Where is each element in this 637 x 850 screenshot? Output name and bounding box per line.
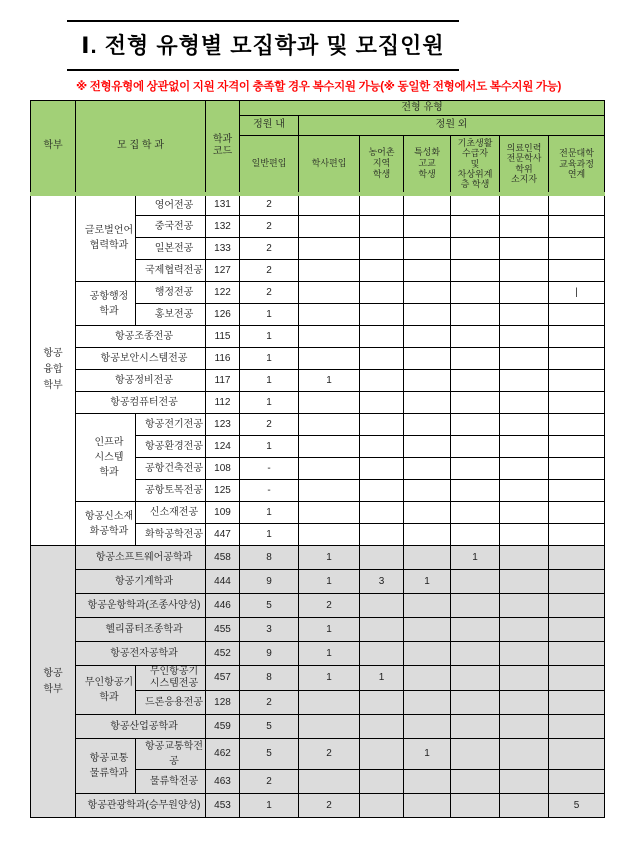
- quota-value-cell: 1: [299, 546, 360, 570]
- quota-value-cell: [404, 370, 451, 392]
- quota-value-cell: 5: [240, 715, 299, 739]
- quota-value-cell: [299, 238, 360, 260]
- table-row: [31, 392, 605, 414]
- quota-value-cell: [404, 546, 451, 570]
- multi-apply-notice: ※ 전형유형에 상관없이 지원 자격이 충족할 경우 복수지원 가능(※ 동일한 전형에서도 복수지원 가능): [75, 81, 562, 93]
- col-bachelor-transfer: 학사편입: [299, 136, 360, 194]
- quota-value-cell: [404, 326, 451, 348]
- quota-value-cell: [500, 794, 549, 818]
- quota-value-cell: [360, 618, 404, 642]
- quota-value-cell: 1: [240, 348, 299, 370]
- quota-value-cell: [549, 642, 605, 666]
- quota-value-cell: [360, 282, 404, 304]
- quota-value-cell: 1: [451, 546, 500, 570]
- quota-value-cell: [500, 260, 549, 282]
- dept-code-cell: 124: [206, 436, 240, 458]
- dept-code-cell: 112: [206, 392, 240, 414]
- quota-value-cell: 5: [549, 794, 605, 818]
- quota-value-cell: [299, 216, 360, 238]
- quota-value-cell: [500, 739, 549, 770]
- quota-value-cell: [549, 414, 605, 436]
- quota-value-cell: [360, 392, 404, 414]
- dept-code-cell: 462: [206, 739, 240, 770]
- department-group-cell: 공항행정 학과: [76, 282, 136, 326]
- major-cell: 일본전공: [136, 238, 206, 260]
- quota-value-cell: [549, 458, 605, 480]
- quota-value-cell: [549, 480, 605, 502]
- within-quota-header-cell: 정원 내: [240, 116, 299, 136]
- quota-value-cell: [360, 238, 404, 260]
- quota-value-cell: [404, 618, 451, 642]
- department-group-cell: 글로벌언어 협력학과: [76, 194, 136, 282]
- quota-value-cell: [404, 436, 451, 458]
- quota-value-cell: [549, 194, 605, 216]
- quota-value-cell: [451, 570, 500, 594]
- major-cell: 항공관광학과(승무원양성): [76, 794, 206, 818]
- dept-code-cell: 126: [206, 304, 240, 326]
- quota-value-cell: [451, 194, 500, 216]
- dept-code-cell: 458: [206, 546, 240, 570]
- quota-value-cell: [360, 326, 404, 348]
- quota-value-cell: [549, 594, 605, 618]
- major-cell: 중국전공: [136, 216, 206, 238]
- quota-value-cell: [500, 524, 549, 546]
- dept-code-cell: 109: [206, 502, 240, 524]
- quota-value-cell: [299, 480, 360, 502]
- table-row: [31, 502, 605, 524]
- quota-value-cell: [360, 194, 404, 216]
- quota-value-cell: [360, 304, 404, 326]
- quota-value-cell: [360, 739, 404, 770]
- quota-value-cell: [404, 216, 451, 238]
- quota-value-cell: [451, 238, 500, 260]
- quota-value-cell: [404, 282, 451, 304]
- admissions-table: [30, 100, 605, 818]
- quota-value-cell: 8: [240, 666, 299, 691]
- quota-value-cell: [404, 480, 451, 502]
- quota-value-cell: [549, 326, 605, 348]
- quota-value-cell: [404, 304, 451, 326]
- quota-value-cell: [500, 502, 549, 524]
- major-cell: 행정전공: [136, 282, 206, 304]
- dept-code-cell: 108: [206, 458, 240, 480]
- department-group-cell: 인프라 시스템 학과: [76, 414, 136, 502]
- quota-value-cell: [549, 304, 605, 326]
- major-cell: 항공컴퓨터전공: [76, 392, 206, 414]
- quota-value-cell: [500, 238, 549, 260]
- quota-value-cell: [549, 770, 605, 794]
- quota-value-cell: [549, 570, 605, 594]
- quota-value-cell: [299, 260, 360, 282]
- quota-value-cell: 2: [299, 594, 360, 618]
- quota-value-cell: [549, 618, 605, 642]
- quota-value-cell: [299, 282, 360, 304]
- quota-value-cell: 1: [404, 739, 451, 770]
- quota-value-cell: [549, 436, 605, 458]
- major-cell: 신소재전공: [136, 502, 206, 524]
- table-row: [31, 348, 605, 370]
- major-cell: 국제협력전공: [136, 260, 206, 282]
- quota-value-cell: [500, 414, 549, 436]
- quota-value-cell: [500, 216, 549, 238]
- table-header: [31, 101, 605, 194]
- quota-value-cell: [299, 436, 360, 458]
- department-header-cell: 모 집 학 과: [76, 101, 206, 194]
- major-cell: 헬리콥터조종학과: [76, 618, 206, 642]
- major-cell: 항공조종전공: [76, 326, 206, 348]
- major-cell: 항공산업공학과: [76, 715, 206, 739]
- quota-value-cell: [299, 414, 360, 436]
- department-group-cell: 항공교통 물류학과: [76, 739, 136, 794]
- quota-value-cell: 2: [299, 739, 360, 770]
- quota-value-cell: [404, 642, 451, 666]
- quota-value-cell: [549, 392, 605, 414]
- quota-value-cell: 1: [240, 370, 299, 392]
- quota-value-cell: [404, 666, 451, 691]
- quota-value-cell: 2: [240, 691, 299, 715]
- quota-value-cell: [404, 715, 451, 739]
- quota-value-cell: [299, 502, 360, 524]
- quota-value-cell: [451, 794, 500, 818]
- major-cell: 화학공학전공: [136, 524, 206, 546]
- quota-value-cell: 3: [240, 618, 299, 642]
- quota-value-cell: [451, 691, 500, 715]
- quota-value-cell: [451, 618, 500, 642]
- table-row: [31, 570, 605, 594]
- quota-value-cell: [360, 642, 404, 666]
- quota-value-cell: 5: [240, 739, 299, 770]
- quota-value-cell: [404, 594, 451, 618]
- dept-code-cell: 452: [206, 642, 240, 666]
- quota-value-cell: [500, 570, 549, 594]
- quota-value-cell: [500, 392, 549, 414]
- quota-value-cell: [549, 370, 605, 392]
- quota-value-cell: [299, 715, 360, 739]
- major-cell: 항공전자공학과: [76, 642, 206, 666]
- quota-value-cell: [549, 666, 605, 691]
- quota-value-cell: [500, 348, 549, 370]
- quota-value-cell: [299, 691, 360, 715]
- quota-value-cell: 1: [299, 618, 360, 642]
- table-row: [31, 546, 605, 570]
- major-cell: 항공정비전공: [76, 370, 206, 392]
- dept-code-cell: 444: [206, 570, 240, 594]
- col-medical-associate: 의료인력 전문학사 학위 소지자: [500, 136, 549, 194]
- quota-value-cell: [500, 480, 549, 502]
- quota-value-cell: [500, 282, 549, 304]
- admission-type-header-cell: 전형 유형: [240, 101, 605, 116]
- faculty-cell: 항공 융합 학부: [31, 194, 76, 546]
- table-row: [31, 618, 605, 642]
- quota-value-cell: [451, 666, 500, 691]
- quota-value-cell: [360, 216, 404, 238]
- faculty-header-cell: 학부: [31, 101, 76, 194]
- dept-code-cell: 446: [206, 594, 240, 618]
- table-row: [31, 715, 605, 739]
- department-group-cell: 무인항공기 학과: [76, 666, 136, 715]
- major-cell: 항공운항학과(조종사양성): [76, 594, 206, 618]
- quota-value-cell: [549, 238, 605, 260]
- quota-value-cell: [299, 458, 360, 480]
- col-basic-livelihood: 기초생활 수급자 및 차상위계 층 학생: [451, 136, 500, 194]
- quota-value-cell: 2: [299, 794, 360, 818]
- major-cell: 드론응용전공: [136, 691, 206, 715]
- quota-value-cell: [500, 546, 549, 570]
- major-cell: 영어전공: [136, 194, 206, 216]
- col-college-curriculum-link: 전문대학 교육과정 연계: [549, 136, 605, 194]
- quota-value-cell: [451, 216, 500, 238]
- quota-value-cell: 1: [240, 392, 299, 414]
- quota-value-cell: [451, 770, 500, 794]
- quota-value-cell: 1: [240, 524, 299, 546]
- table-row: [31, 642, 605, 666]
- quota-value-cell: [549, 502, 605, 524]
- quota-value-cell: [299, 326, 360, 348]
- quota-value-cell: 1: [299, 570, 360, 594]
- quota-value-cell: [360, 715, 404, 739]
- quota-value-cell: 2: [240, 216, 299, 238]
- quota-value-cell: [451, 414, 500, 436]
- table-row: [31, 370, 605, 392]
- quota-value-cell: [404, 348, 451, 370]
- quota-value-cell: |: [549, 282, 605, 304]
- quota-value-cell: [500, 666, 549, 691]
- quota-value-cell: [451, 524, 500, 546]
- quota-value-cell: [404, 260, 451, 282]
- quota-value-cell: [404, 392, 451, 414]
- table-row: [31, 594, 605, 618]
- quota-value-cell: [404, 524, 451, 546]
- quota-value-cell: [299, 770, 360, 794]
- major-cell: 항공전기전공: [136, 414, 206, 436]
- quota-value-cell: [404, 770, 451, 794]
- quota-value-cell: [500, 304, 549, 326]
- quota-value-cell: 1: [299, 666, 360, 691]
- quota-value-cell: [360, 691, 404, 715]
- quota-value-cell: [500, 458, 549, 480]
- dept-code-cell: 447: [206, 524, 240, 546]
- quota-value-cell: 1: [299, 370, 360, 392]
- dept-code-cell: 131: [206, 194, 240, 216]
- quota-value-cell: [500, 770, 549, 794]
- quota-value-cell: [500, 691, 549, 715]
- quota-value-cell: [404, 414, 451, 436]
- outside-quota-header-cell: 정원 외: [299, 116, 605, 136]
- quota-value-cell: [360, 594, 404, 618]
- quota-value-cell: [451, 715, 500, 739]
- quota-value-cell: [360, 436, 404, 458]
- quota-value-cell: [451, 594, 500, 618]
- table-row: [31, 282, 605, 304]
- quota-value-cell: 1: [240, 502, 299, 524]
- quota-value-cell: [360, 524, 404, 546]
- dept-code-cell: 125: [206, 480, 240, 502]
- quota-value-cell: [360, 770, 404, 794]
- quota-value-cell: [360, 546, 404, 570]
- quota-value-cell: [549, 260, 605, 282]
- col-vocational-hs: 특성화 고교 학생: [404, 136, 451, 194]
- quota-value-cell: [404, 502, 451, 524]
- quota-value-cell: [500, 642, 549, 666]
- quota-value-cell: [500, 194, 549, 216]
- quota-value-cell: [451, 458, 500, 480]
- quota-value-cell: [451, 348, 500, 370]
- quota-value-cell: [404, 794, 451, 818]
- quota-value-cell: [451, 370, 500, 392]
- quota-value-cell: [451, 326, 500, 348]
- quota-value-cell: [451, 739, 500, 770]
- quota-value-cell: [500, 436, 549, 458]
- quota-value-cell: 1: [299, 642, 360, 666]
- major-cell: 물류학전공: [136, 770, 206, 794]
- quota-value-cell: [360, 794, 404, 818]
- table-row: [31, 666, 605, 691]
- quota-value-cell: 9: [240, 642, 299, 666]
- quota-value-cell: [500, 715, 549, 739]
- quota-value-cell: 2: [240, 260, 299, 282]
- quota-value-cell: [360, 458, 404, 480]
- dept-code-cell: 122: [206, 282, 240, 304]
- dept-code-header-cell: 학과 코드: [206, 101, 240, 194]
- col-rural-student: 농어촌 지역 학생: [360, 136, 404, 194]
- quota-value-cell: [404, 691, 451, 715]
- quota-value-cell: 8: [240, 546, 299, 570]
- dept-code-cell: 115: [206, 326, 240, 348]
- dept-code-cell: 463: [206, 770, 240, 794]
- table-row: [31, 194, 605, 216]
- major-cell: 항공보안시스템전공: [76, 348, 206, 370]
- quota-value-cell: [451, 392, 500, 414]
- table-row: [31, 414, 605, 436]
- quota-value-cell: [451, 304, 500, 326]
- quota-value-cell: [500, 370, 549, 392]
- col-general-transfer: 일반편입: [240, 136, 299, 194]
- quota-value-cell: [360, 480, 404, 502]
- quota-value-cell: [299, 194, 360, 216]
- quota-value-cell: [451, 642, 500, 666]
- quota-value-cell: 2: [240, 238, 299, 260]
- quota-value-cell: 2: [240, 414, 299, 436]
- major-cell: 공항토목전공: [136, 480, 206, 502]
- department-group-cell: 항공신소재 화공학과: [76, 502, 136, 546]
- quota-value-cell: [549, 739, 605, 770]
- quota-value-cell: [451, 260, 500, 282]
- major-cell: 항공소프트웨어공학과: [76, 546, 206, 570]
- quota-value-cell: [299, 304, 360, 326]
- table-row: [31, 326, 605, 348]
- quota-value-cell: 9: [240, 570, 299, 594]
- dept-code-cell: 457: [206, 666, 240, 691]
- quota-value-cell: [404, 194, 451, 216]
- quota-value-cell: [360, 370, 404, 392]
- quota-value-cell: [299, 392, 360, 414]
- quota-value-cell: 1: [360, 666, 404, 691]
- quota-value-cell: 1: [240, 326, 299, 348]
- table-row: [31, 794, 605, 818]
- quota-value-cell: [500, 326, 549, 348]
- quota-value-cell: [549, 524, 605, 546]
- major-cell: 홍보전공: [136, 304, 206, 326]
- quota-value-cell: 1: [240, 794, 299, 818]
- quota-value-cell: [404, 238, 451, 260]
- quota-value-cell: [549, 348, 605, 370]
- quota-value-cell: [549, 691, 605, 715]
- quota-value-cell: -: [240, 458, 299, 480]
- page-title: Ⅰ. 전형 유형별 모집학과 및 모집인원: [81, 33, 445, 58]
- quota-value-cell: 3: [360, 570, 404, 594]
- major-cell: 항공환경전공: [136, 436, 206, 458]
- dept-code-cell: 132: [206, 216, 240, 238]
- quota-value-cell: [299, 348, 360, 370]
- dept-code-cell: 455: [206, 618, 240, 642]
- dept-code-cell: 459: [206, 715, 240, 739]
- admissions-table-body: [31, 194, 605, 818]
- major-cell: 항공교통학전공: [136, 739, 206, 770]
- quota-value-cell: 1: [404, 570, 451, 594]
- quota-value-cell: [299, 524, 360, 546]
- quota-value-cell: [360, 502, 404, 524]
- quota-value-cell: [451, 436, 500, 458]
- quota-value-cell: [404, 458, 451, 480]
- quota-value-cell: [451, 502, 500, 524]
- quota-value-cell: [549, 546, 605, 570]
- quota-value-cell: [549, 715, 605, 739]
- quota-value-cell: 1: [240, 304, 299, 326]
- dept-code-cell: 127: [206, 260, 240, 282]
- major-cell: 무인항공기 시스템전공: [136, 666, 206, 691]
- quota-value-cell: 5: [240, 594, 299, 618]
- quota-value-cell: [360, 348, 404, 370]
- quota-value-cell: 2: [240, 770, 299, 794]
- dept-code-cell: 453: [206, 794, 240, 818]
- dept-code-cell: 123: [206, 414, 240, 436]
- quota-value-cell: 2: [240, 282, 299, 304]
- dept-code-cell: 128: [206, 691, 240, 715]
- quota-value-cell: 1: [240, 436, 299, 458]
- title-block: [67, 20, 459, 71]
- major-cell: 공항건축전공: [136, 458, 206, 480]
- quota-value-cell: [500, 594, 549, 618]
- dept-code-cell: 117: [206, 370, 240, 392]
- quota-value-cell: -: [240, 480, 299, 502]
- dept-code-cell: 116: [206, 348, 240, 370]
- quota-value-cell: [360, 260, 404, 282]
- header-row-admission-type: [31, 101, 605, 116]
- faculty-cell: 항공 학부: [31, 546, 76, 818]
- major-cell: 항공기계학과: [76, 570, 206, 594]
- quota-value-cell: [549, 216, 605, 238]
- quota-value-cell: [451, 480, 500, 502]
- quota-value-cell: 2: [240, 194, 299, 216]
- quota-value-cell: [451, 282, 500, 304]
- quota-value-cell: [360, 414, 404, 436]
- table-row: [31, 739, 605, 770]
- quota-value-cell: [500, 618, 549, 642]
- dept-code-cell: 133: [206, 238, 240, 260]
